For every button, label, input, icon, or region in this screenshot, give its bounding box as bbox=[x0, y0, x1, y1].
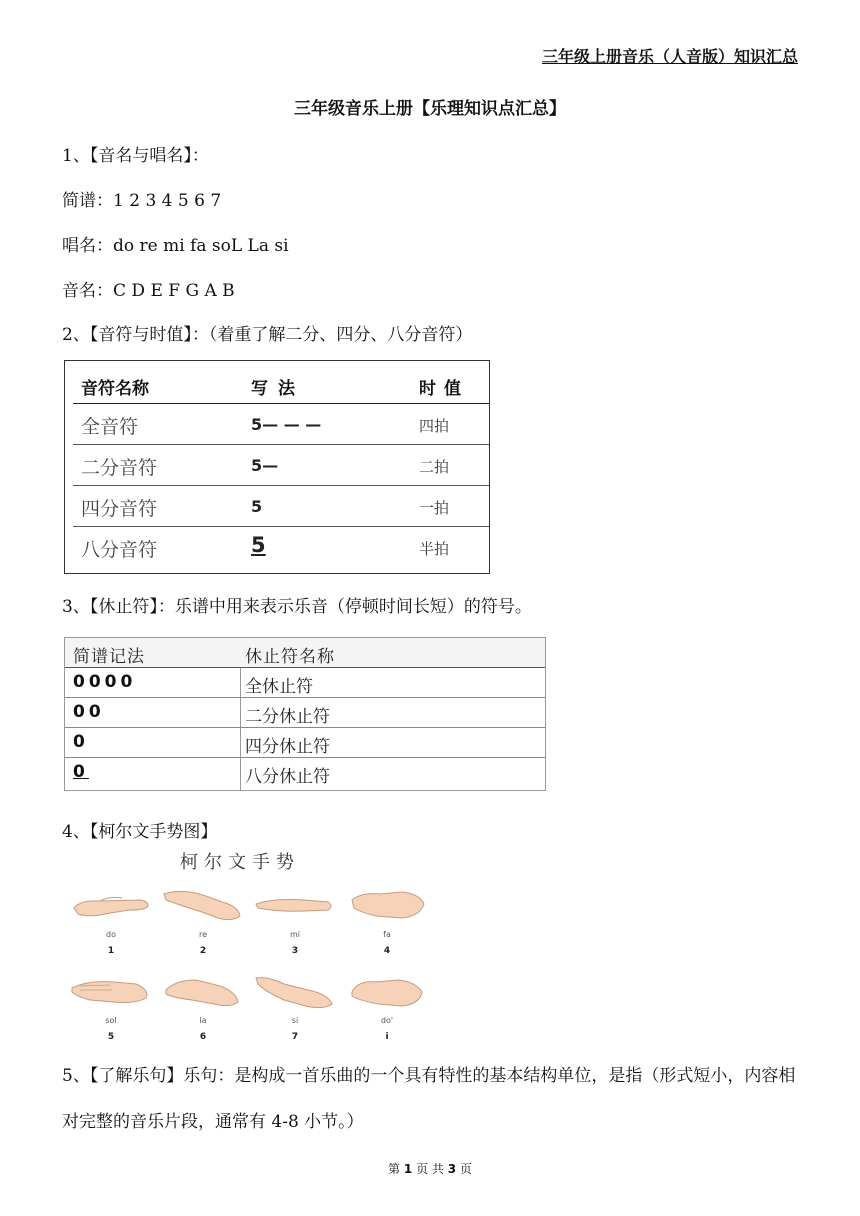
jianpu-line: 简谱：1 2 3 4 5 6 7 bbox=[62, 191, 222, 211]
header-write: 写法 bbox=[251, 379, 305, 399]
rest-name: 二分休止符 bbox=[245, 707, 330, 727]
hand-sign-re bbox=[162, 886, 244, 956]
hand-icon bbox=[162, 972, 244, 1012]
header-note-name: 音符名称 bbox=[81, 379, 149, 399]
hand-icon bbox=[70, 972, 152, 1012]
hand-syllable: la bbox=[199, 1016, 207, 1025]
hand-icon bbox=[162, 886, 244, 926]
hand-number: 6 bbox=[199, 1032, 207, 1042]
hand-sign-la bbox=[162, 972, 244, 1042]
footer-total-pages: 3 bbox=[447, 1162, 457, 1176]
note-name: 二分音符 bbox=[81, 457, 158, 479]
footer-prefix: 第 bbox=[388, 1162, 401, 1176]
table-row bbox=[65, 728, 545, 758]
rest-name: 八分休止符 bbox=[245, 767, 330, 787]
note-write: 5 bbox=[251, 497, 263, 516]
section4-heading: 4、【柯尔文手势图】 bbox=[62, 822, 218, 842]
table-row bbox=[65, 668, 545, 698]
hand-sign-fa bbox=[346, 886, 428, 956]
yinming-line: 音名：C D E F G A B bbox=[62, 281, 235, 301]
section2-heading: 2、【音符与时值】：（着重了解二分、四分、八分音符） bbox=[62, 325, 473, 345]
rest-notation: 0 bbox=[73, 762, 89, 782]
footer-page-number: 1 bbox=[403, 1162, 413, 1176]
note-value: 四拍 bbox=[419, 417, 450, 435]
hand-syllable: re bbox=[198, 930, 208, 939]
rest-name: 四分休止符 bbox=[245, 737, 330, 757]
hand-icon bbox=[346, 972, 428, 1012]
note-name: 四分音符 bbox=[81, 498, 158, 520]
rest-notation: 0 bbox=[73, 732, 89, 752]
hand-sign-sol bbox=[70, 972, 152, 1042]
hand-number: 1 bbox=[107, 946, 115, 956]
note-duration-table bbox=[64, 360, 490, 574]
table-row bbox=[73, 486, 489, 527]
section5-paragraph: 5、【了解乐句】乐句：是构成一首乐曲的一个具有特性的基本结构单位，是指（形式短小，内容相对完整的音乐片段，通常有 4-8 小节。） bbox=[62, 1066, 796, 1132]
rest-notation: 0000 bbox=[73, 672, 137, 692]
footer-middle: 页 共 bbox=[416, 1162, 444, 1176]
header-notation: 简谱记法 bbox=[73, 647, 145, 667]
footer-suffix: 页 bbox=[459, 1162, 472, 1176]
note-value: 二拍 bbox=[419, 458, 450, 476]
changming-line: 唱名：do re mi fa soL La si bbox=[62, 236, 289, 256]
hand-sign-mi bbox=[254, 886, 336, 956]
hand-icon bbox=[254, 972, 336, 1012]
hand-syllable: sol bbox=[105, 1016, 117, 1025]
table-row bbox=[73, 527, 489, 567]
hand-sign-si bbox=[254, 972, 336, 1042]
hand-sign-do bbox=[70, 886, 152, 956]
note-write: 5— bbox=[251, 456, 279, 475]
header-rest-name: 休止符名称 bbox=[245, 647, 335, 667]
table-row bbox=[65, 758, 545, 787]
note-value: 半拍 bbox=[419, 540, 450, 558]
table-row bbox=[73, 445, 489, 486]
hand-number: 3 bbox=[291, 946, 299, 956]
page-footer bbox=[0, 1160, 860, 1177]
section1-heading: 1、【音名与唱名】： bbox=[62, 146, 209, 166]
hand-syllable: mi bbox=[289, 930, 300, 939]
table-header-row bbox=[73, 365, 489, 404]
hand-sign-high-do bbox=[346, 972, 428, 1042]
figure-title: 柯尔文手势 bbox=[180, 852, 300, 873]
document-header: 三年级上册音乐（人音版）知识汇总 bbox=[541, 47, 798, 66]
table-row bbox=[73, 404, 489, 445]
note-name: 全音符 bbox=[81, 416, 139, 438]
note-write: 5— — — bbox=[251, 415, 322, 434]
hand-icon bbox=[70, 886, 152, 926]
hand-number: 7 bbox=[291, 1032, 299, 1042]
hand-syllable: fa bbox=[383, 930, 391, 939]
rest-name: 全休止符 bbox=[245, 677, 313, 697]
hand-number: 4 bbox=[383, 946, 391, 956]
hand-number: i bbox=[385, 1032, 389, 1042]
hand-syllable: do' bbox=[380, 1016, 394, 1025]
note-write: 5 bbox=[251, 533, 266, 557]
rest-notation: 00 bbox=[73, 702, 105, 722]
hand-icon bbox=[346, 886, 428, 926]
hand-number: 5 bbox=[107, 1032, 115, 1042]
rest-table bbox=[64, 637, 546, 791]
curwen-hand-signs-figure bbox=[64, 848, 434, 1043]
note-value: 一拍 bbox=[419, 499, 450, 517]
hand-number: 2 bbox=[199, 946, 207, 956]
table-row bbox=[65, 698, 545, 728]
hand-icon bbox=[254, 886, 336, 926]
hand-syllable: si bbox=[291, 1016, 299, 1025]
note-name: 八分音符 bbox=[81, 539, 158, 561]
table-header-row bbox=[65, 638, 545, 668]
section3-heading: 3、【休止符】：乐谱中用来表示乐音（停顿时间长短）的符号。 bbox=[62, 597, 532, 617]
page-title: 三年级音乐上册【乐理知识点汇总】 bbox=[294, 99, 566, 119]
header-value: 时值 bbox=[419, 379, 469, 399]
hand-syllable: do bbox=[106, 930, 116, 939]
